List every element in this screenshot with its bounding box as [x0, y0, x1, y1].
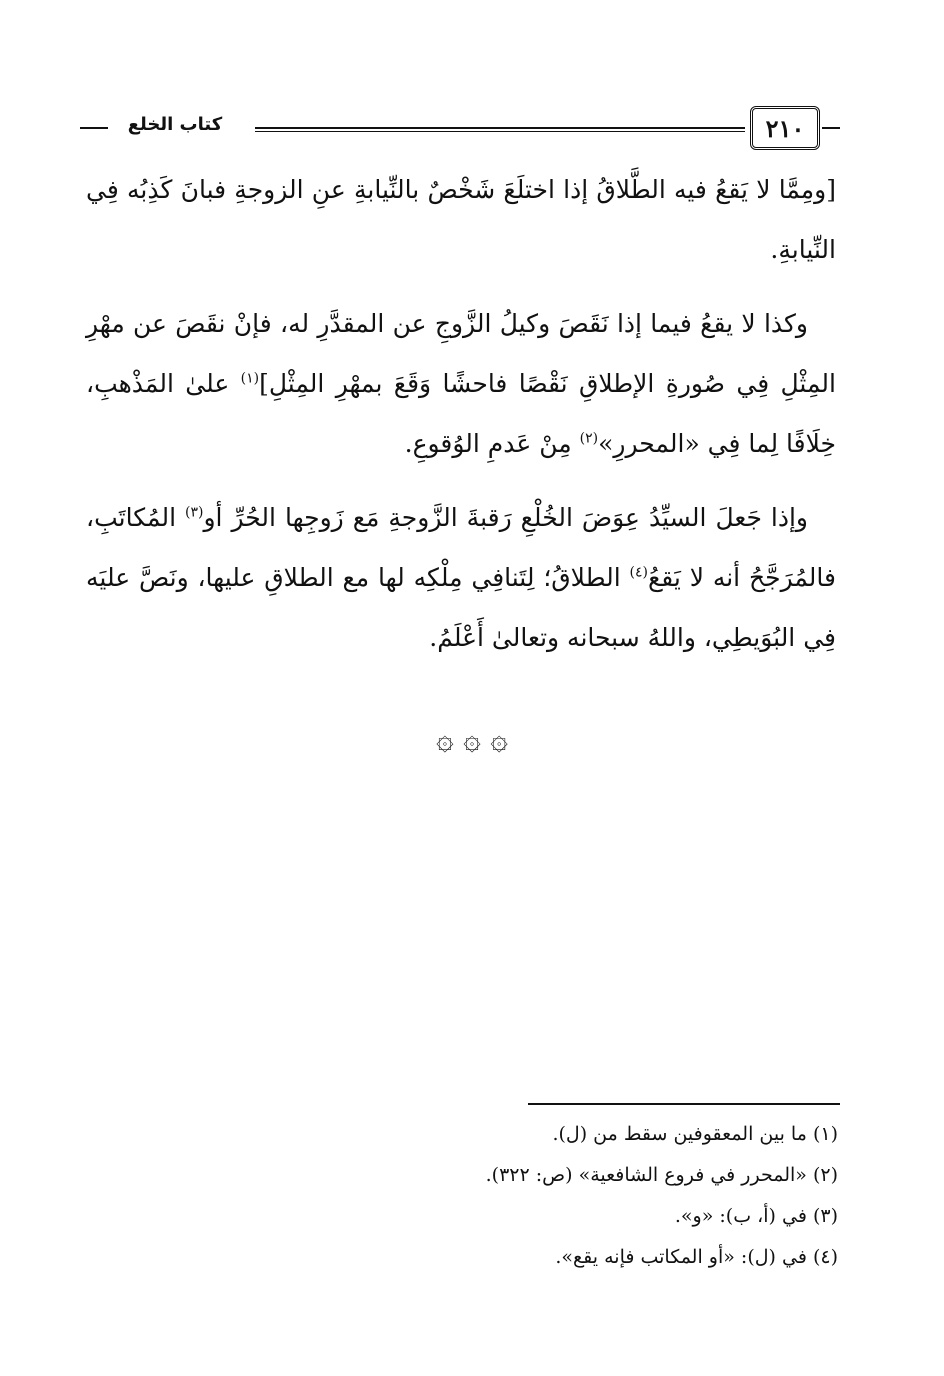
main-text: [86, 160, 836, 682]
header-rule: [255, 127, 745, 129]
paragraph-2-text-b: علىٰ المَذْهبِ، خِلَافًا لِما فِي «المحررِ»: [86, 369, 836, 458]
footnote-separator: [528, 1103, 840, 1105]
paragraph-2-text-a: وكذا لا يقعُ فيما إذا نَقَصَ وكيلُ الزَّوجِ عن المقدَّرِ له، فإنْ نقَصَ عن مهْرِ المِثْلِ فِي صُورةِ الإطلاقِ نَقْصًا فاحشًا وَقَعَ بمهْرِ المِثْلِ]: [86, 309, 836, 398]
paragraph-1: [86, 160, 836, 280]
footnote-ref-1[interactable]: (١): [240, 370, 260, 387]
header-rule-left: [80, 127, 108, 129]
page-header: [80, 100, 840, 160]
paragraph-3-text-c: الطلاقُ؛ لِتَنافِي مِلْكِه لها مع الطلاقِ عليها، ونَصَّ عليَه فِي البُوَيطِي، واللهُ سبحانه وتعالىٰ أَعْلَمُ.: [86, 563, 836, 652]
footnote-1: (١) ما بين المعقوفين سقط من (ل).: [552, 1123, 838, 1145]
footnotes: [118, 1114, 838, 1278]
paragraph-1-text: [ومِمَّا لا يَقعُ فيه الطَّلاقُ إذا اختلَعَ شَخْصٌ بالنِّيابةِ عنِ الزوجةِ فبانَ كَذِبُه فِي النِّيابةِ.: [86, 175, 836, 264]
footnote-2: (٢) «المحرر في فروع الشافعية» (ص: ٣٢٢).: [485, 1164, 838, 1186]
paragraph-2: [86, 294, 836, 474]
paragraph-3-text-a: وإذا جَعلَ السيِّدُ عِوَضَ الخُلْعِ رَقبةَ الزَّوجةِ مَع زَوجِها الحُرِّ أو: [203, 503, 809, 532]
running-title: كتاب الخلع: [127, 114, 223, 135]
footnote-ref-4[interactable]: (٤): [629, 564, 648, 581]
header-rule-right: [822, 127, 840, 129]
footnote-4: (٤) في (ل): «أو المكاتب فإنه يقع».: [555, 1246, 838, 1268]
page-number: ٢١٠: [750, 106, 820, 150]
footnote-ref-3[interactable]: (٣): [185, 504, 204, 521]
footnote-ref-2[interactable]: (٢): [579, 430, 599, 447]
paragraph-3: [86, 488, 836, 668]
paragraph-3-text-b: المُكاتَبِ، فالمُرَجَّحُ أنه لا يَقعُ: [86, 503, 836, 592]
section-ornament: ۞ ۞ ۞: [436, 722, 508, 757]
header-rule-thin: [255, 131, 745, 132]
footnote-3: (٣) في (أ، ب): «و».: [674, 1205, 838, 1227]
paragraph-2-text-c: مِنْ عَدمِ الوُقوعِ.: [404, 429, 580, 458]
